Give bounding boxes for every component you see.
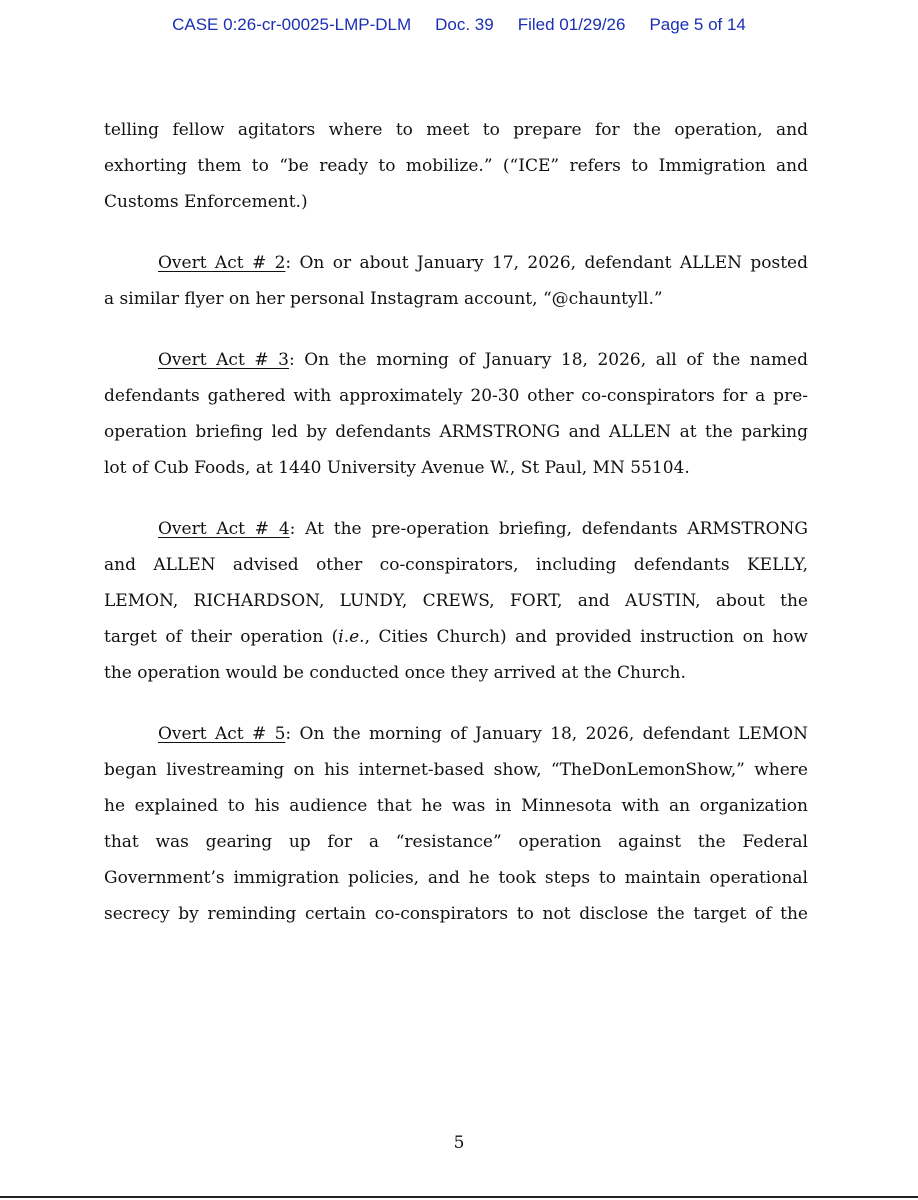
text-line: a similar flyer on her personal Instagram account, “@chauntyll.” <box>104 289 663 309</box>
document-number: Doc. 39 <box>435 15 494 34</box>
page-edge-divider <box>0 1196 918 1198</box>
overt-act-5 <box>104 716 808 932</box>
text-line: defendants gathered with approximately 20-30 other co-conspirators for a pre- <box>104 386 808 406</box>
text-line <box>104 342 808 378</box>
text-line: he explained to his audience that he was in Minnesota with an organization <box>104 796 808 816</box>
text-run: : At the pre-operation briefing, defendants ARMSTRONG <box>289 519 808 539</box>
text-line <box>104 511 808 547</box>
overt-act-3 <box>104 342 808 486</box>
text-run: , Cities Church) and provided instruction on how <box>364 627 808 647</box>
text-line: exhorting them to “be ready to mobilize.” (“ICE” refers to Immigration and <box>104 156 808 176</box>
overt-act-label: Overt Act # 2 <box>158 253 286 273</box>
text-line: began livestreaming on his internet-based show, “TheDonLemonShow,” where <box>104 760 808 780</box>
case-number: CASE 0:26-cr-00025-LMP-DLM <box>172 15 412 34</box>
text-line: telling fellow agitators where to meet to prepare for the operation, and <box>104 120 808 140</box>
text-line: secrecy by reminding certain co-conspirators to not disclose the target of the <box>104 904 808 924</box>
filed-date: Filed 01/29/26 <box>517 15 626 34</box>
text-run: : On or about January 17, 2026, defendant ALLEN posted <box>285 253 808 273</box>
text-line <box>104 619 808 655</box>
overt-act-2 <box>104 245 808 317</box>
paragraph-continued <box>104 112 808 220</box>
page-indicator: Page 5 of 14 <box>649 15 746 34</box>
text-line: operation briefing led by defendants ARMSTRONG and ALLEN at the parking <box>104 422 808 442</box>
text-line: that was gearing up for a “resistance” operation against the Federal <box>104 832 808 852</box>
overt-act-label: Overt Act # 5 <box>158 724 286 744</box>
text-line <box>104 716 808 752</box>
text-line: the operation would be conducted once they arrived at the Church. <box>104 663 686 683</box>
text-run: : On the morning of January 18, 2026, defendant LEMON <box>285 724 808 744</box>
text-line: Government’s immigration policies, and he took steps to maintain operational <box>104 868 808 888</box>
text-run: target of their operation ( <box>104 627 339 647</box>
text-line: and ALLEN advised other co-conspirators, including defendants KELLY, <box>104 555 808 575</box>
text-line: lot of Cub Foods, at 1440 University Avenue W., St Paul, MN 55104. <box>104 458 690 478</box>
text-run: : On the morning of January 18, 2026, all of the named <box>289 350 809 370</box>
text-line: LEMON, RICHARDSON, LUNDY, CREWS, FORT, and AUSTIN, about the <box>104 591 808 611</box>
text-line: Customs Enforcement.) <box>104 192 308 212</box>
overt-act-label: Overt Act # 3 <box>158 350 289 370</box>
overt-act-4 <box>104 511 808 691</box>
text-line <box>104 245 808 281</box>
document-body <box>104 112 808 932</box>
italic-ie: i.e. <box>338 627 365 647</box>
page-number: 5 <box>453 1133 465 1153</box>
overt-act-label: Overt Act # 4 <box>158 519 290 539</box>
ecf-header <box>0 15 918 35</box>
